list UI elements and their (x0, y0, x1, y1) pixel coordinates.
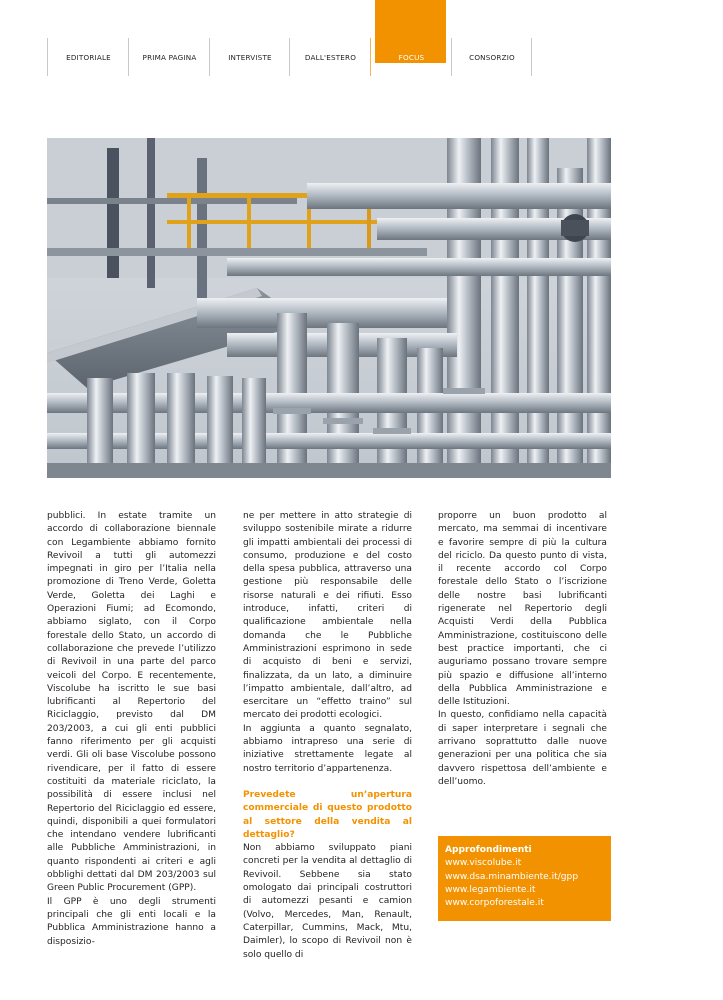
nav-item-editoriale[interactable]: EDITORIALE (47, 38, 129, 76)
interview-question: Prevedete un’apertura commerciale di questo prodotto al settore della vendita al dettaglio? (243, 789, 412, 840)
article-column-3 (438, 510, 607, 789)
box-link[interactable]: www.dsa.minambiente.it/gpp (445, 871, 579, 882)
article-paragraph: Il GPP è uno degli strumenti principali che gli enti locali e la Pubblica Amministrazione hanno a disposizio- (47, 896, 216, 947)
nav-item-focus[interactable]: FOCUS (370, 38, 452, 76)
nav-item-prima-pagina[interactable]: PRIMA PAGINA (128, 38, 210, 76)
article-paragraph: In questo, confidiamo nella capacità di saper interpretare i segnali che arrivano soprattutto dalle nuove generazioni per una politica che sia davvero rispettosa dell’ambiente e dell’uomo. (438, 710, 607, 787)
approfondimenti-box (438, 836, 611, 921)
box-link[interactable]: www.legambiente.it (445, 884, 536, 895)
article-paragraph: proporre un buon prodotto al mercato, ma semmai di incentivare e favorire sempre di più la cultura del riciclo. Da questo punto di vista, il recente accordo col Corpo forestale dello Stato o l’iscrizione delle nostre basi lubrificanti rigenerate nel Repertorio degli Acquisti Verdi della Pubblica Amministrazione, costituiscono delle best practice importanti, che ci auguriamo possano trovare sempre più spazio e diffusione all’interno della Pubblica Amministrazione e delle Istituzioni. (438, 511, 607, 708)
article-column-2 (243, 510, 412, 962)
article-paragraph: Non abbiamo sviluppato piani concreti per la vendita al dettaglio di Revivoil. Sebbene sia stato omologato dai principali costruttori di automezzi pesanti e camion (Volvo, Mercedes, Man, Renault, Caterpillar, Cummins, Mack, Mtu, Daimler), lo scopo di Revivoil non è solo quello di (243, 843, 412, 960)
nav-divider (531, 38, 532, 76)
box-link[interactable]: www.viscolube.it (445, 858, 522, 869)
nav-item-dall-estero[interactable]: DALL'ESTERO (289, 38, 371, 76)
article-paragraph: pubblici. In estate tramite un accordo di collaborazione biennale con Legambiente abbiamo fornito Revivoil a tutti gli automezzi impegnati in giro per l’Italia nella promozione di Treno Verde, Goletta Verde, Goletta dei Laghi e Operazioni Fiumi; ad Ecomondo, abbiamo siglato, con il Corpo forestale dello Stato, un accordo di collaborazione che prevede l’utilizzo di Revivoil in una parte del parco veicoli del Corpo. E recentemente, Viscolube ha iscritto le sue basi lubrificanti al Repertorio del Riciclaggio, previsto dal DM 203/2003, a cui gli enti pubblici fanno riferimento per gli acquisti verdi. Gli oli base Viscolube possono rivendicare, per il fatto di essere costituiti da materiale riciclato, la possibilità di essere inclusi nel Repertorio del Riciclaggio ed essere, quindi, disponibili a quei formulatori che intendano vendere lubrificanti alle Pubbliche Amministrazioni, in quanto rispondenti ai criteri e agli obblighi dettati dal DM 203/2003 sul Green Public Procurement (GPP). (47, 511, 216, 894)
nav-item-interviste[interactable]: INTERVISTE (209, 38, 290, 76)
article-column-1 (47, 510, 216, 949)
box-link[interactable]: www.corpoforestale.it (445, 898, 544, 909)
box-title: Approfondimenti (445, 845, 532, 855)
nav-item-consorzio[interactable]: CONSORZIO (451, 38, 532, 76)
article-paragraph: ne per mettere in atto strategie di sviluppo sostenibile mirate a ridurre gli impatti ambientali dei processi di consumo, produzione e del costo della spesa pubblica, attraverso una gestione più responsabile delle risorse naturali e dei rifiuti. Esso introduce, infatti, criteri di qualificazione ambientale nella domanda che le Pubbliche Amministrazioni esprimono in sede di acquisto di beni e servizi, finalizzata, da un lato, a diminuire l’impatto ambientale, dall’altro, ad esercitare un “effetto traino” sul mercato dei prodotti ecologici. (243, 511, 412, 721)
article-paragraph: In aggiunta a quanto segnalato, abbiamo intrapreso una serie di iniziative strettamente legate al nostro territorio d’appartenenza. (243, 723, 412, 774)
industrial-pipes-photo (47, 138, 611, 478)
